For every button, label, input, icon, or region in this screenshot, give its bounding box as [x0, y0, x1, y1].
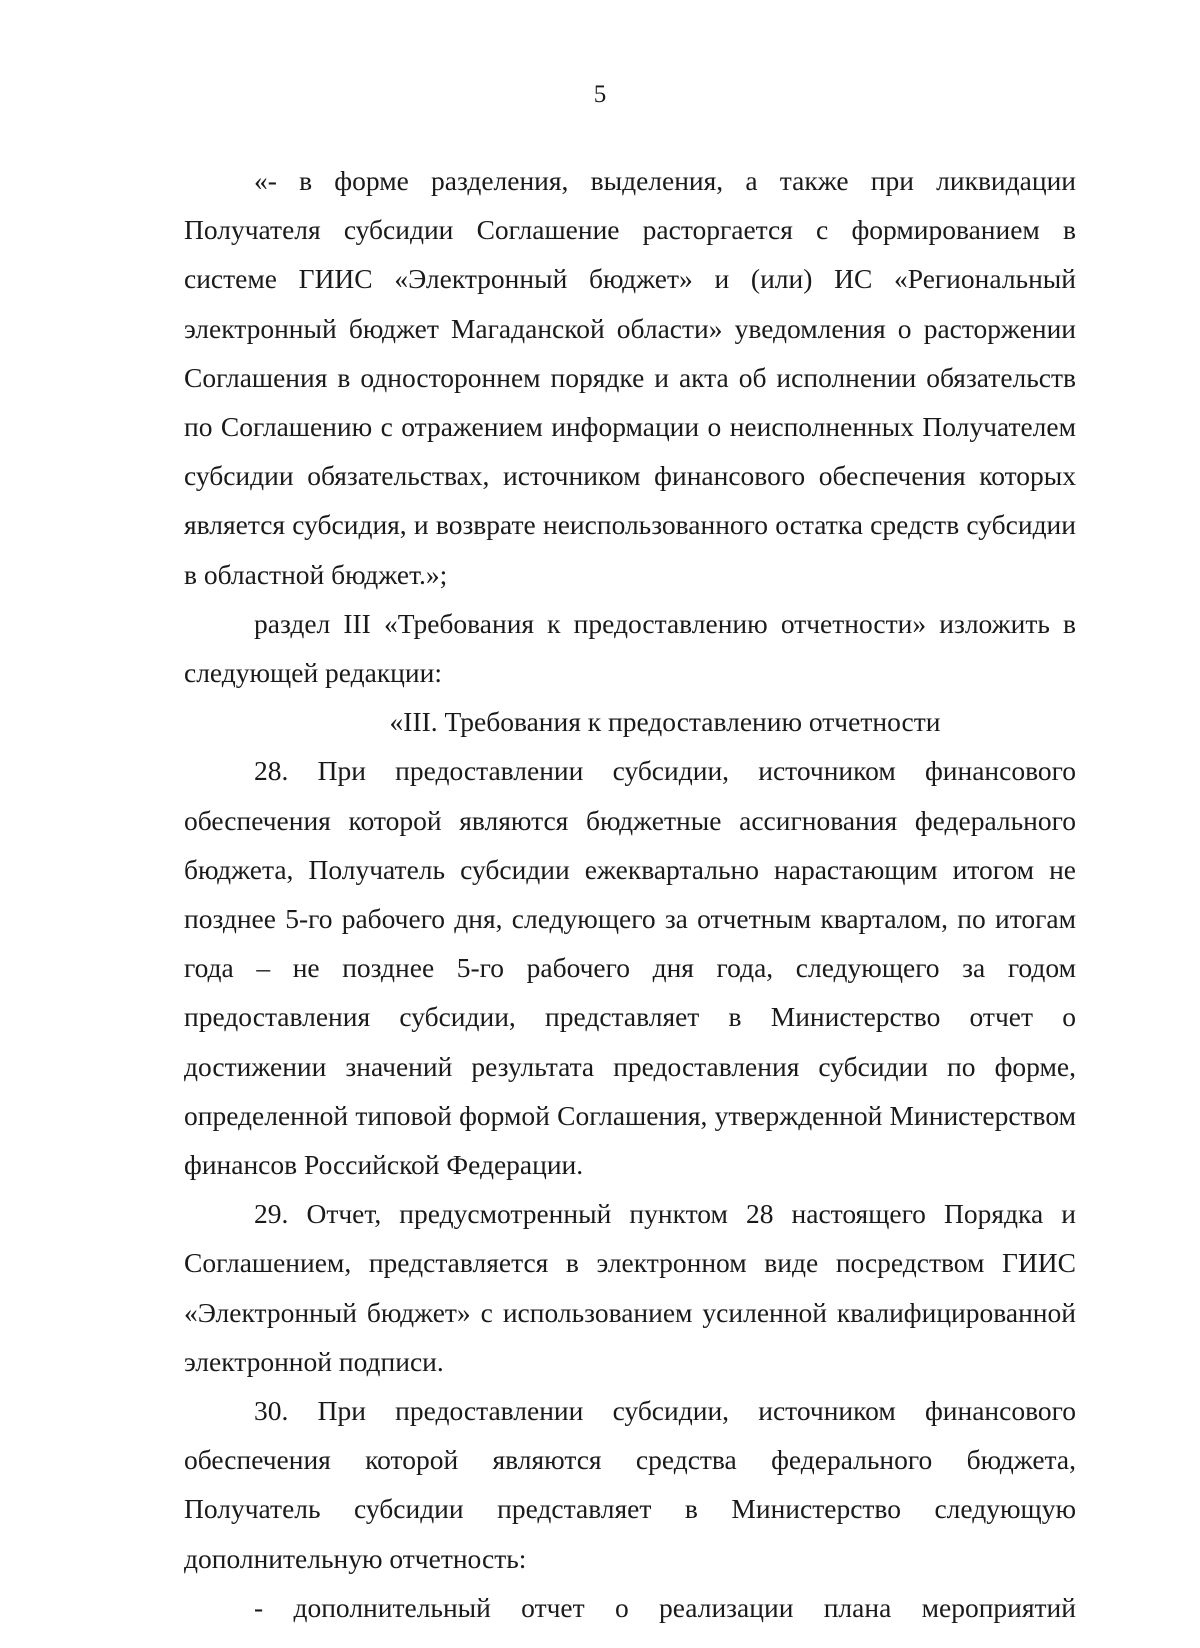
paragraph-termination: «- в форме разделения, выделения, а также при ликвидации Получателя субсидии Соглашение расторгается с формированием в системе ГИИС «Электронный бюджет» и (или) ИС «Региональный электронный бюджет Магаданской области» уведомления о расторжении Соглашения в одностороннем порядке и акта об исполнении обязательств по Соглашению с отражением информации о неисполненных Получателем субсидии обязательствах, источником финансового обеспечения которых является субсидия, и возврате неиспользованного остатка средств субсидии в областной бюджет.»;	[184, 165, 1076, 590]
page-number: 5	[593, 81, 607, 108]
paragraph-section-iii-instruction: раздел III «Требования к предоставлению отчетности» изложить в следующей редакции:	[184, 607, 1076, 689]
paragraph-item-29: 29. Отчет, предусмотренный пунктом 28 настоящего Порядка и Соглашением, представляется в электронном виде посредством ГИИС «Электронный бюджет» с использованием усиленной квалифицированной электронной подписи.	[184, 1198, 1076, 1377]
section-heading: «III. Требования к предоставлению отчетности	[389, 706, 941, 738]
document-body	[184, 156, 1076, 1632]
paragraph-item-30: 30. При предоставлении субсидии, источником финансового обеспечения которой являются средства федерального бюджета, Получатель субсидии представляет в Министерство следующую дополнительную отчетность:	[184, 1395, 1076, 1574]
paragraph-item-28: 28. При предоставлении субсидии, источником финансового обеспечения которой являются бюджетные ассигнования федерального бюджета, Получатель субсидии ежеквартально нарастающим итогом не позднее 5-го рабочего дня, следующего за отчетным кварталом, по итогам года – не позднее 5-го рабочего дня года, следующего за годом предоставления субсидии, представляет в Министерство отчет о достижении значений результата предоставления субсидии по форме, определенной типовой формой Соглашения, утвержденной Министерством финансов Российской Федерации.	[184, 755, 1076, 1181]
paragraph-list-item: - дополнительный отчет о реализации плана мероприятий	[254, 1591, 1076, 1623]
